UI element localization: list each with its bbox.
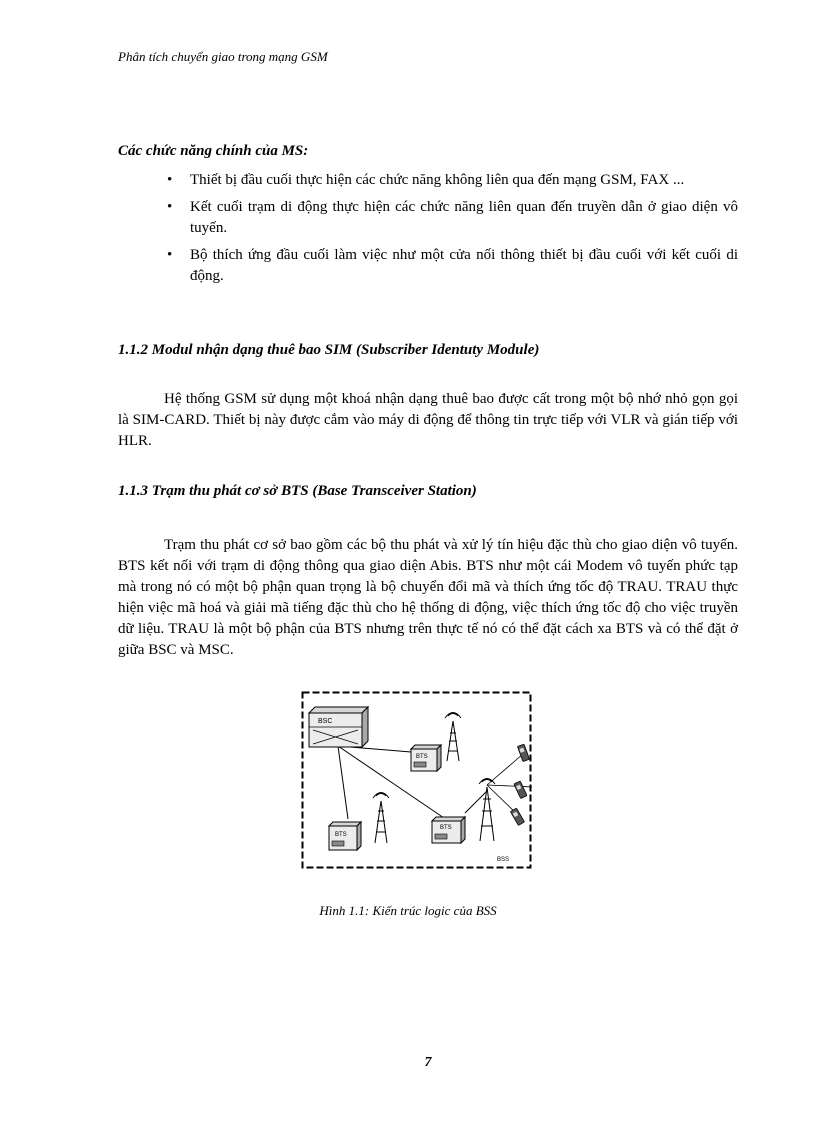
list-item-text: Thiết bị đầu cuối thực hiện các chức năng không liên qua đến mạng GSM, FAX ... bbox=[190, 172, 685, 188]
page-number: 7 bbox=[424, 1055, 432, 1070]
list-item bbox=[160, 245, 738, 287]
page-header: Phân tích chuyển giao trong mạng GSM bbox=[118, 49, 328, 64]
list-item bbox=[160, 197, 738, 239]
mobile-phone-icon bbox=[510, 808, 524, 825]
ms-functions-list bbox=[160, 170, 738, 293]
bullet-icon: • bbox=[167, 172, 173, 188]
list-item bbox=[160, 170, 738, 191]
bss-architecture-diagram bbox=[301, 691, 532, 869]
list-item-text: Bộ thích ứng đầu cuối làm việc như một cửa nối thông thiết bị đầu cuối với kết cuối di động. bbox=[190, 247, 738, 284]
bsc-bts-link bbox=[338, 746, 348, 819]
bts-paragraph: Trạm thu phát cơ sở bao gồm các bộ thu phát và xử lý tín hiệu đặc thù cho giao diện vô tuyến. BTS kết nối với trạm di động thông qua giao diện Abis. BTS như một cái Modem vô tuyến phức tạp mà trong nó có một bộ phận quan trọng là bộ chuyển đổi mã và thích ứng tốc độ TRAU. TRAU thực hiện việc mã hoá và giải mã tiếng đặc thù cho hệ thống di động, việc thích ứng tốc độ cho việc truyền dữ liệu. TRAU là một bộ phận của BTS nhưng trên thực tế nó có thể đặt cách xa BTS và có thể đặt ở giữa BSC và MSC. bbox=[118, 537, 738, 658]
ms-functions-heading: Các chức năng chính của MS: bbox=[118, 143, 309, 159]
bts-label: BTS bbox=[335, 832, 347, 838]
antenna-tower-icon bbox=[373, 793, 389, 844]
sim-section-heading: 1.1.2 Modul nhận dạng thuê bao SIM (Subscriber Identuty Module) bbox=[118, 342, 540, 358]
bts-equipment bbox=[329, 822, 361, 850]
bsc-equipment bbox=[309, 707, 368, 747]
bts-label: BTS bbox=[416, 754, 428, 760]
bsc-label: BSC bbox=[318, 718, 333, 725]
antenna-tower-icon bbox=[445, 713, 461, 762]
mobile-phone-icon bbox=[514, 781, 527, 798]
bullet-icon: • bbox=[167, 247, 173, 263]
figure-caption: Hình 1.1: Kiến trúc logic của BSS bbox=[319, 903, 497, 918]
bts-label: BTS bbox=[440, 825, 452, 831]
bts-section-heading: 1.1.3 Trạm thu phát cơ sở BTS (Base Transceiver Station) bbox=[118, 483, 477, 499]
antenna-tower-icon bbox=[479, 779, 495, 842]
mobile-phone-icon bbox=[517, 744, 529, 761]
radio-link bbox=[487, 754, 523, 785]
bts-equipment bbox=[411, 745, 441, 771]
radio-link bbox=[487, 785, 532, 787]
list-item-text: Kết cuối trạm di động thực hiện các chức năng liên quan đến truyền dẫn ở giao diện vô tuyến. bbox=[190, 199, 738, 236]
bss-label: BSS bbox=[497, 857, 510, 863]
bullet-icon: • bbox=[167, 199, 173, 215]
sim-paragraph: Hệ thống GSM sử dụng một khoá nhận dạng thuê bao được cất trong một bộ nhớ nhỏ gọn gọi là SIM-CARD. Thiết bị này được cắm vào máy di động để thông tin trực tiếp với VLR và gián tiếp với HLR. bbox=[118, 391, 738, 449]
bts-equipment bbox=[432, 817, 465, 843]
